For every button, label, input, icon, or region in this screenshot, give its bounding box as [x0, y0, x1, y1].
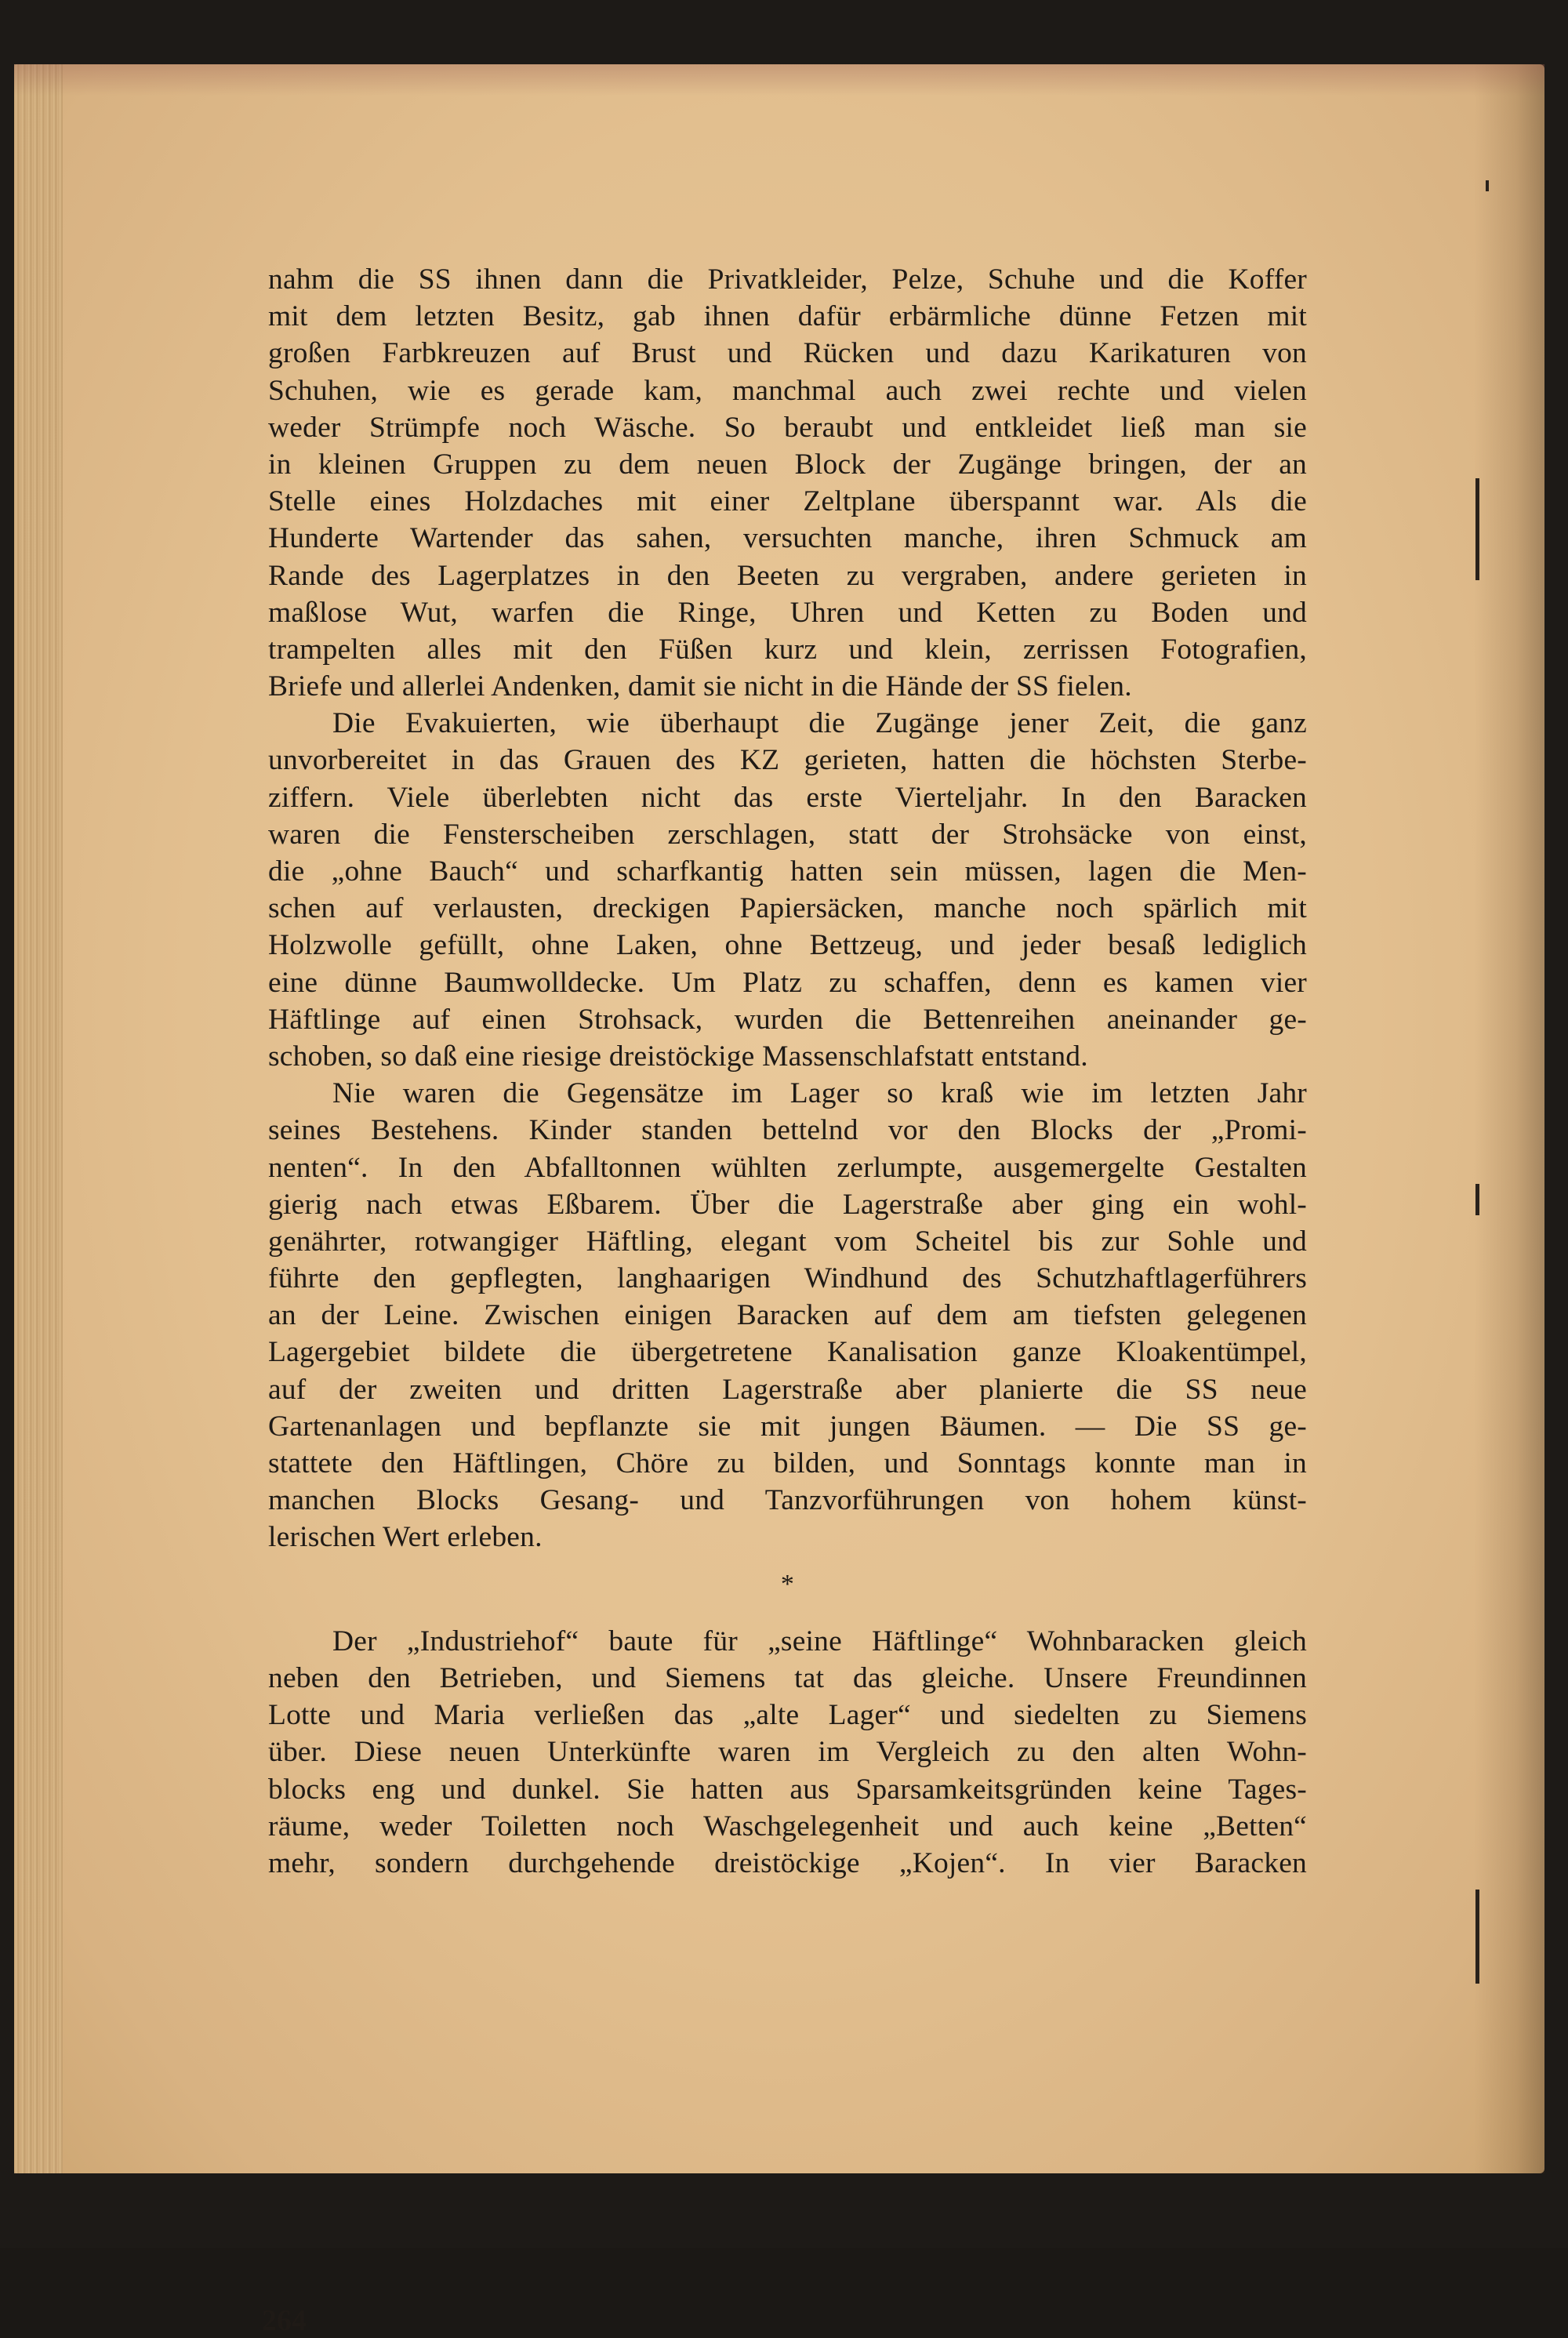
body-text	[268, 261, 1307, 1882]
margin-mark	[1475, 478, 1479, 580]
margin-mark	[1475, 1890, 1479, 1984]
section-separator: *	[780, 1569, 795, 1599]
text-line: Briefe und allerlei Andenken, damit sie nicht in die Hände der SS fielen.	[268, 670, 1132, 703]
text-line: Gartenanlagen und bepflanzte sie mit jungen Bäumen. — Die SS ge-	[268, 1410, 1307, 1443]
text-line: eine dünne Baumwolldecke. Um Platz zu schaffen, denn es kamen vier	[268, 966, 1307, 999]
page-number: 264	[262, 2304, 307, 2337]
text-line: unvorbereitet in das Grauen des KZ gerieten, hatten die höchsten Sterbe-	[268, 744, 1307, 777]
text-line: maßlose Wut, warfen die Ringe, Uhren und Ketten zu Boden und	[268, 596, 1307, 629]
text-line: neben den Betrieben, und Siemens tat das gleiche. Unsere Freundinnen	[268, 1661, 1307, 1694]
text-line: ziffern. Viele überlebten nicht das erste Vierteljahr. In den Baracken	[268, 781, 1307, 814]
text-line: Der „Industriehof“ baute für „seine Häftlinge“ Wohnbaracken gleich	[332, 1625, 1307, 1657]
text-line: nenten“. In den Abfalltonnen wühlten zerlumpte, ausgemergelte Gestalten	[268, 1151, 1307, 1184]
paragraph-2	[268, 705, 1307, 1075]
text-line: Holzwolle gefüllt, ohne Laken, ohne Bettzeug, und jeder besaß lediglich	[268, 929, 1307, 962]
text-line: Hunderte Wartender das sahen, versuchten manche, ihren Schmuck am	[268, 522, 1307, 555]
text-line: führte den gepflegten, langhaarigen Windhund des Schutzhaftlagerführers	[268, 1262, 1307, 1295]
text-line: waren die Fensterscheiben zerschlagen, statt der Strohsäcke von einst,	[268, 818, 1307, 851]
text-line: gierig nach etwas Eßbarem. Über die Lagerstraße aber ging ein wohl-	[268, 1188, 1307, 1221]
paragraph-4	[268, 1623, 1307, 1882]
page-top-shade	[14, 64, 1544, 96]
text-line: mit dem letzten Besitz, gab ihnen dafür erbärmliche dünne Fetzen mit	[268, 300, 1307, 333]
text-line: genährter, rotwangiger Häftling, elegant vom Scheitel bis zur Sohle und	[268, 1225, 1307, 1258]
text-line: an der Leine. Zwischen einigen Baracken auf dem am tiefsten gelegenen	[268, 1299, 1307, 1332]
text-line: räume, weder Toiletten noch Waschgelegenheit und auch keine „Betten“	[268, 1810, 1307, 1842]
text-line: Nie waren die Gegensätze im Lager so kraß wie im letzten Jahr	[332, 1077, 1307, 1110]
page-stack-edge	[14, 64, 63, 2173]
text-line: Die Evakuierten, wie überhaupt die Zugänge jener Zeit, die ganz	[332, 707, 1307, 740]
text-line: weder Strümpfe noch Wäsche. So beraubt und entkleidet ließ man sie	[268, 411, 1307, 444]
text-line: auf der zweiten und dritten Lagerstraße aber planierte die SS neue	[268, 1373, 1307, 1406]
text-line: Lotte und Maria verließen das „alte Lager“ und siedelten zu Siemens	[268, 1699, 1307, 1732]
text-line: Schuhen, wie es gerade kam, manchmal auch zwei rechte und vielen	[268, 374, 1307, 407]
text-line: schen auf verlausten, dreckigen Papiersäcken, manche noch spärlich mit	[268, 892, 1307, 925]
text-line: die „ohne Bauch“ und scharfkantig hatten sein müssen, lagen die Men-	[268, 855, 1307, 888]
text-line: trampelten alles mit den Füßen kurz und klein, zerrissen Fotografien,	[268, 633, 1307, 666]
margin-mark	[1486, 180, 1489, 191]
text-line: in kleinen Gruppen zu dem neuen Block der Zugänge bringen, der an	[268, 448, 1307, 481]
text-line: Häftlinge auf einen Strohsack, wurden die Bettenreihen aneinander ge-	[268, 1003, 1307, 1036]
text-line: stattete den Häftlingen, Chöre zu bilden, und Sonntags konnte man in	[268, 1447, 1307, 1479]
text-line: Rande des Lagerplatzes in den Beeten zu vergraben, andere gerieten in	[268, 559, 1307, 592]
text-line: über. Diese neuen Unterkünfte waren im Vergleich zu den alten Wohn-	[268, 1736, 1307, 1769]
text-line: Stelle eines Holzdaches mit einer Zeltplane überspannt war. Als die	[268, 485, 1307, 518]
text-line: manchen Blocks Gesang- und Tanzvorführungen von hohem künst-	[268, 1484, 1307, 1517]
text-line: großen Farbkreuzen auf Brust und Rücken und dazu Karikaturen von	[268, 337, 1307, 370]
text-line: blocks eng und dunkel. Sie hatten aus Sparsamkeitsgründen keine Tages-	[268, 1773, 1307, 1806]
paragraph-3	[268, 1075, 1307, 1556]
paragraph-1	[268, 261, 1307, 705]
text-line: mehr, sondern durchgehende dreistöckige „Kojen“. In vier Baracken	[268, 1846, 1307, 1879]
text-line: lerischen Wert erleben.	[268, 1521, 543, 1554]
page-gutter-shadow	[1474, 64, 1544, 2173]
text-line: schoben, so daß eine riesige dreistöckige Massenschlafstatt entstand.	[268, 1040, 1088, 1073]
text-line: Lagergebiet bildete die übergetretene Kanalisation ganze Kloakentümpel,	[268, 1336, 1307, 1369]
text-line: nahm die SS ihnen dann die Privatkleider, Pelze, Schuhe und die Koffer	[268, 263, 1307, 296]
text-line: seines Bestehens. Kinder standen bettelnd vor den Blocks der „Promi-	[268, 1114, 1307, 1147]
margin-mark	[1475, 1184, 1479, 1215]
